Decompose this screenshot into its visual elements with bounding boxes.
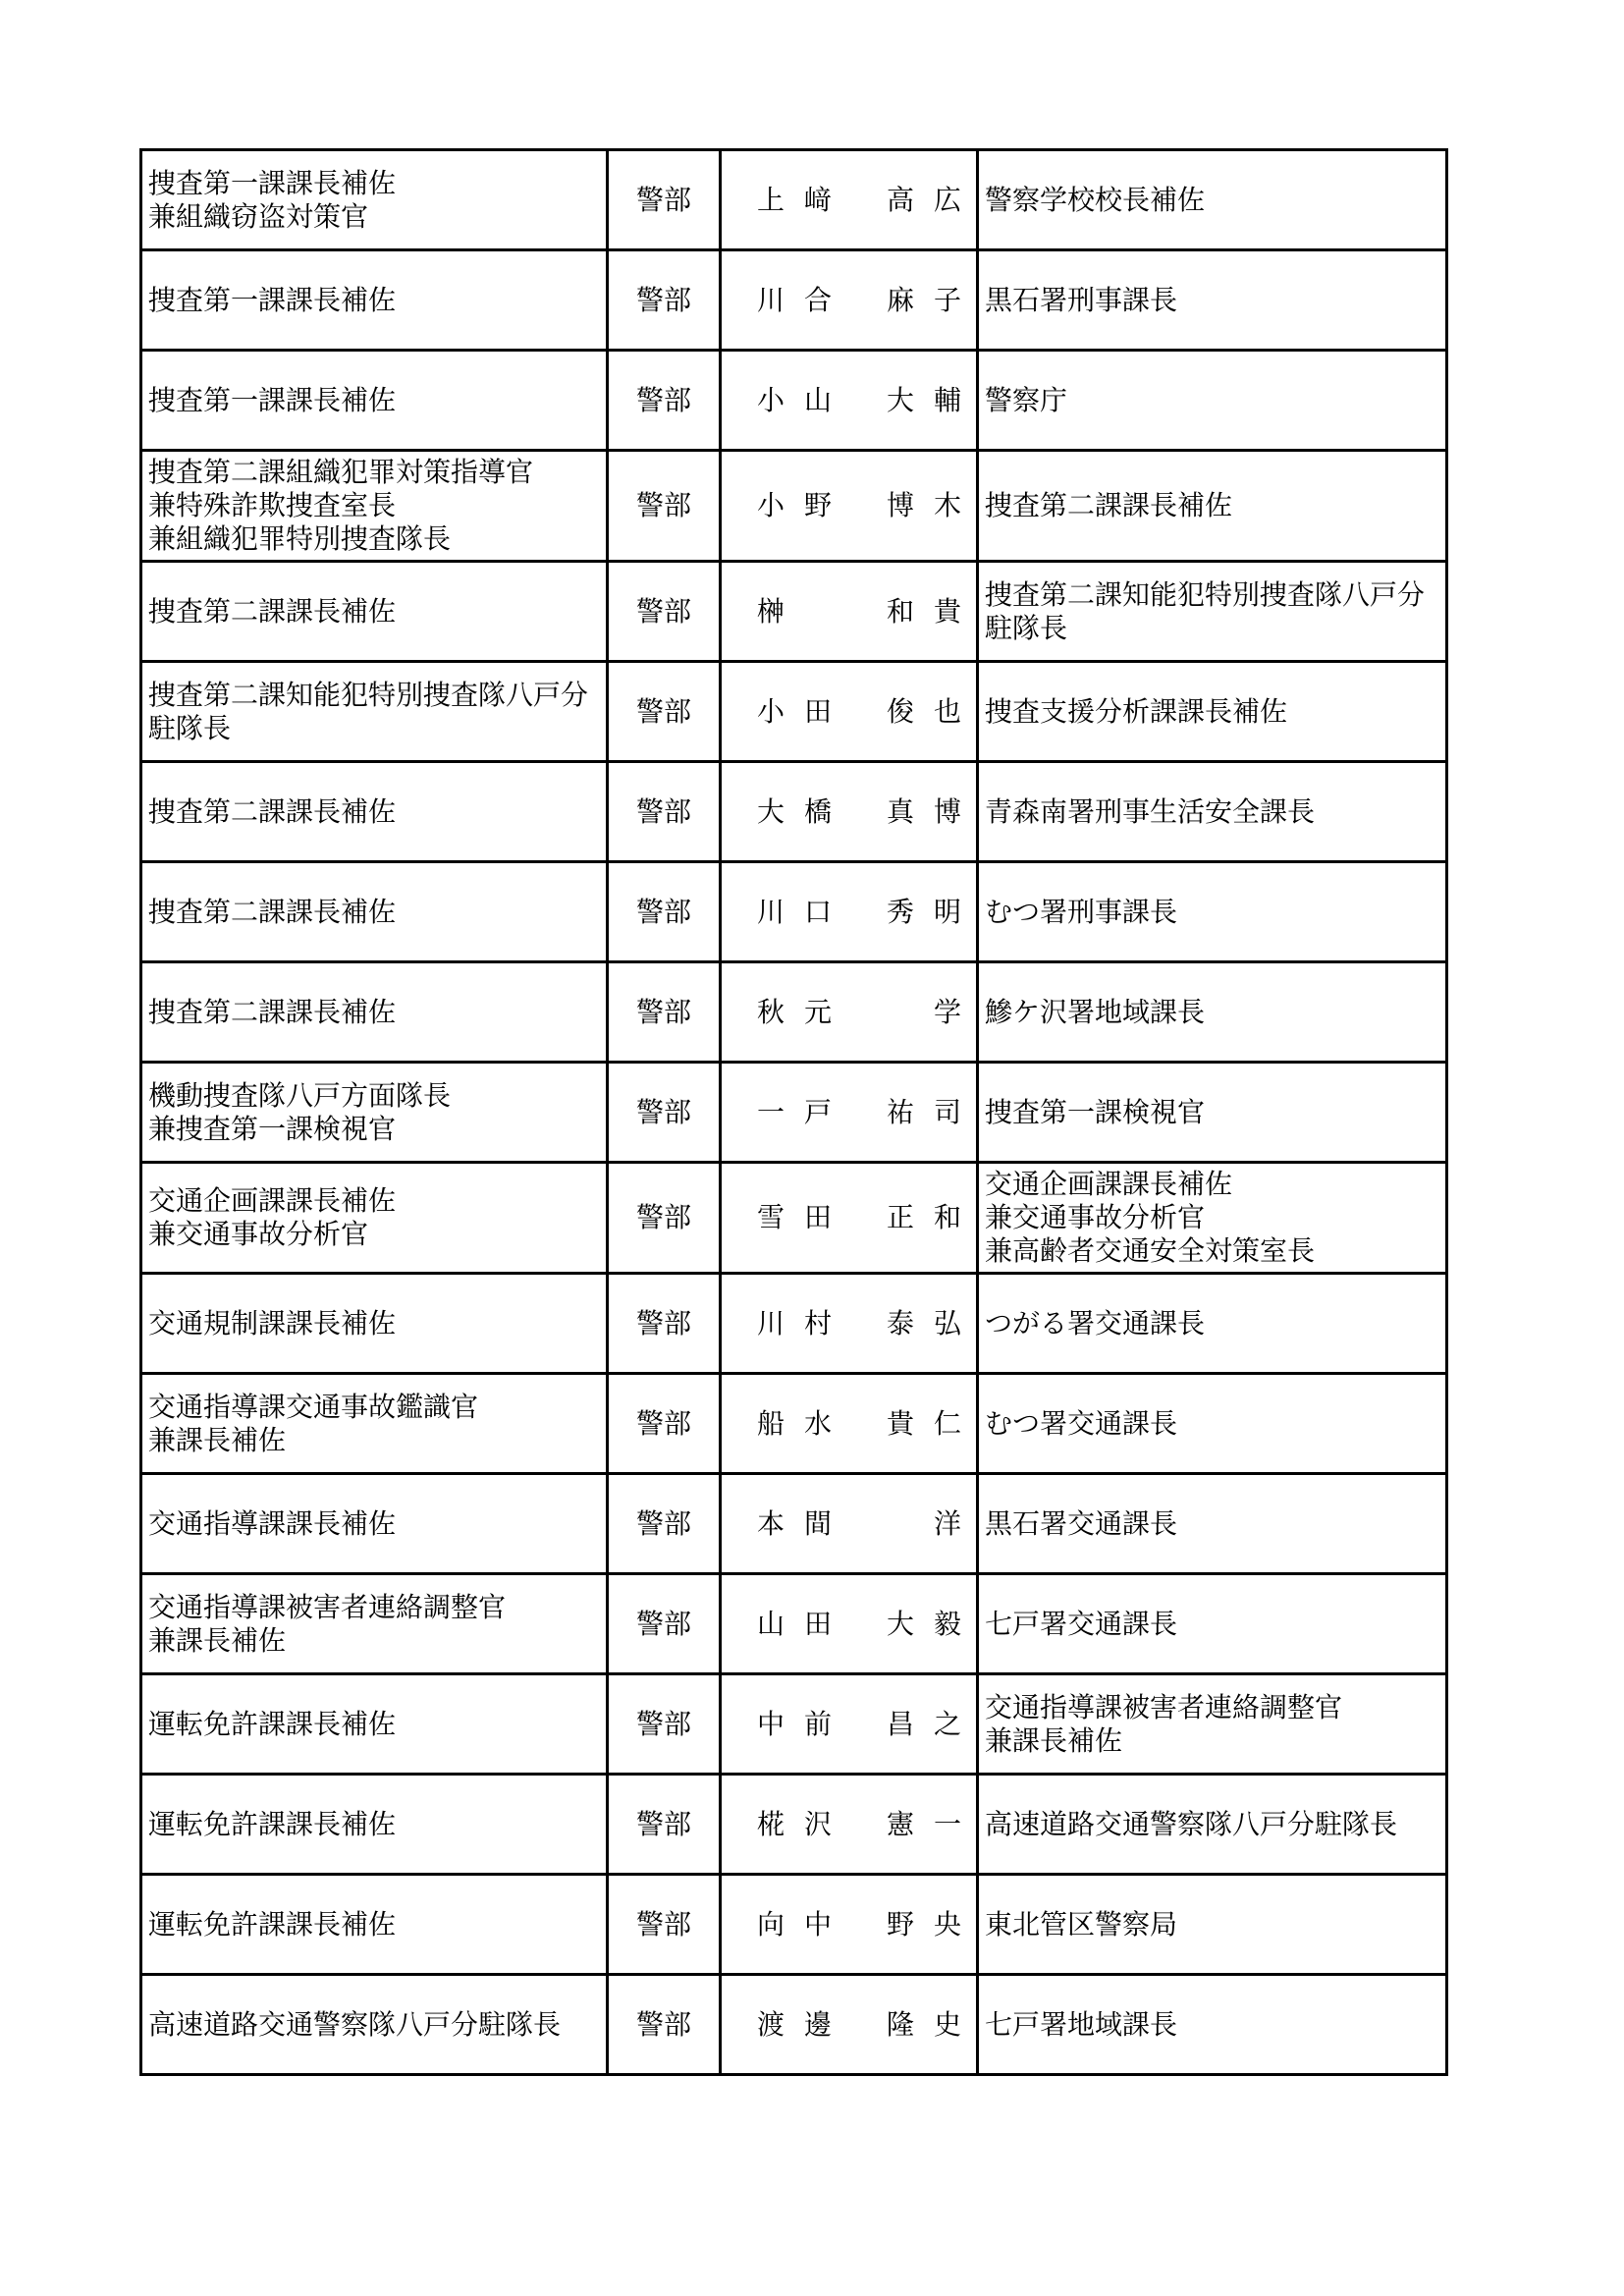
- name-character: 山: [804, 383, 834, 416]
- name-character: 合: [804, 283, 834, 316]
- rank-cell: [608, 1875, 721, 1975]
- new-post-text: 捜査第二課知能犯特別捜査隊八戸分駐隊長: [148, 678, 589, 744]
- name-character: 子: [934, 283, 963, 316]
- previous-post-text: 捜査第一課検視官: [985, 1095, 1206, 1128]
- name-character: 野: [804, 489, 834, 521]
- name-character: 俊: [887, 694, 916, 728]
- new-post-cell: [141, 1674, 608, 1775]
- new-post-cell: [141, 1474, 608, 1574]
- name-character: 秀: [887, 895, 916, 928]
- name-character: 仁: [934, 1406, 963, 1440]
- table-row: [141, 1775, 1447, 1875]
- name-character: 元: [804, 995, 834, 1028]
- name-character: 小: [757, 489, 786, 521]
- new-post-text: 捜査第二課課長補佐: [148, 995, 397, 1028]
- name-cell: [721, 1975, 978, 2075]
- new-post-text: 運転免許課課長補佐: [148, 1907, 397, 1941]
- rank-cell: [608, 662, 721, 762]
- name-character: 明: [934, 895, 963, 928]
- new-post-cell: [141, 1063, 608, 1163]
- previous-post-text: むつ署刑事課長: [985, 895, 1178, 928]
- new-post-text: 兼捜査第一課検視官: [148, 1112, 397, 1145]
- personnel-table: [139, 148, 1448, 2076]
- name-character: 正: [887, 1201, 916, 1233]
- new-post-text: 交通指導課被害者連絡調整官: [148, 1590, 507, 1623]
- new-post-text: 兼特殊詐欺捜査室長: [148, 489, 397, 521]
- rank-cell: [608, 250, 721, 351]
- new-post-text: 捜査第二課課長補佐: [148, 794, 397, 828]
- rank-cell: [608, 1674, 721, 1775]
- name-character: 上: [757, 183, 786, 216]
- rank-text: 警部: [635, 1095, 691, 1128]
- name-character: 博: [887, 489, 916, 521]
- name-character: 水: [804, 1406, 834, 1440]
- name-character: 田: [804, 1201, 834, 1233]
- rank-text: 警部: [635, 1406, 691, 1440]
- name-character: 洋: [934, 1506, 963, 1540]
- name-cell: [721, 1474, 978, 1574]
- new-post-text: 捜査第一課課長補佐: [148, 383, 397, 416]
- table-row: [141, 250, 1447, 351]
- name-character: 中: [757, 1707, 786, 1740]
- name-character: 田: [804, 1607, 834, 1640]
- new-post-cell: [141, 451, 608, 562]
- name-cell: [721, 562, 978, 662]
- new-post-text: 機動捜査隊八戸方面隊長: [148, 1078, 452, 1112]
- rank-text: 警部: [635, 183, 691, 216]
- name-character: 口: [804, 895, 834, 928]
- name-character: 椛: [757, 1807, 786, 1840]
- name-cell: [721, 250, 978, 351]
- previous-post-text: 鰺ケ沢署地域課長: [985, 995, 1206, 1028]
- previous-post-cell: [978, 351, 1447, 451]
- new-post-text: 捜査第二課組織犯罪対策指導官: [148, 456, 534, 488]
- table-row: [141, 1674, 1447, 1775]
- name-character: 広: [934, 183, 963, 216]
- name-character: 一: [934, 1807, 963, 1840]
- rank-text: 警部: [635, 383, 691, 416]
- name-character: 和: [887, 594, 916, 628]
- new-post-cell: [141, 662, 608, 762]
- personnel-table-body: [141, 150, 1447, 2075]
- rank-text: 警部: [635, 1607, 691, 1640]
- table-row: [141, 1574, 1447, 1674]
- previous-post-cell: [978, 1775, 1447, 1875]
- rank-cell: [608, 451, 721, 562]
- rank-cell: [608, 1574, 721, 1674]
- new-post-cell: [141, 562, 608, 662]
- previous-post-text: 交通企画課課長補佐: [985, 1168, 1233, 1200]
- new-post-text: 運転免許課課長補佐: [148, 1707, 397, 1740]
- rank-text: 警部: [635, 1807, 691, 1840]
- new-post-text: 捜査第二課課長補佐: [148, 594, 397, 628]
- name-cell: [721, 1063, 978, 1163]
- previous-post-cell: [978, 762, 1447, 862]
- name-character: 戸: [804, 1095, 834, 1128]
- rank-text: 警部: [635, 1201, 691, 1233]
- previous-post-text: 捜査第二課課長補佐: [985, 489, 1233, 521]
- new-post-text: 兼課長補佐: [148, 1423, 287, 1456]
- new-post-cell: [141, 1374, 608, 1474]
- name-character: 学: [934, 995, 963, 1028]
- new-post-cell: [141, 250, 608, 351]
- name-character: 中: [804, 1907, 834, 1941]
- name-character: 司: [934, 1095, 963, 1128]
- name-character: 之: [934, 1707, 963, 1740]
- name-cell: [721, 862, 978, 962]
- name-cell: [721, 1374, 978, 1474]
- new-post-cell: [141, 962, 608, 1063]
- name-cell: [721, 962, 978, 1063]
- name-character: 史: [934, 2007, 963, 2041]
- name-cell: [721, 762, 978, 862]
- name-character: 田: [804, 694, 834, 728]
- new-post-cell: [141, 1975, 608, 2075]
- new-post-cell: [141, 762, 608, 862]
- table-row: [141, 562, 1447, 662]
- rank-cell: [608, 1775, 721, 1875]
- rank-cell: [608, 1374, 721, 1474]
- previous-post-text: 高速道路交通警察隊八戸分駐隊長: [985, 1807, 1398, 1840]
- previous-post-cell: [978, 862, 1447, 962]
- name-character: 貴: [934, 594, 963, 628]
- name-character: 小: [757, 694, 786, 728]
- name-character: 秋: [757, 995, 786, 1028]
- name-cell: [721, 1775, 978, 1875]
- name-character: 毅: [934, 1607, 963, 1640]
- rank-text: 警部: [635, 794, 691, 828]
- rank-cell: [608, 351, 721, 451]
- table-row: [141, 1274, 1447, 1374]
- new-post-cell: [141, 1875, 608, 1975]
- new-post-cell: [141, 1274, 608, 1374]
- name-character: 和: [934, 1201, 963, 1233]
- rank-cell: [608, 1975, 721, 2075]
- name-character: 憲: [887, 1807, 916, 1840]
- rank-cell: [608, 1274, 721, 1374]
- table-row: [141, 351, 1447, 451]
- rank-text: 警部: [635, 895, 691, 928]
- rank-text: 警部: [635, 1907, 691, 1941]
- name-character: 小: [757, 383, 786, 416]
- table-row: [141, 1975, 1447, 2075]
- table-row: [141, 962, 1447, 1063]
- rank-text: 警部: [635, 1707, 691, 1740]
- previous-post-cell: [978, 451, 1447, 562]
- name-character: 渡: [757, 2007, 786, 2041]
- new-post-text: 交通企画課課長補佐: [148, 1184, 397, 1217]
- name-character: 村: [804, 1306, 834, 1339]
- name-character: 前: [804, 1707, 834, 1740]
- name-character: 橋: [804, 794, 834, 828]
- name-cell: [721, 662, 978, 762]
- previous-post-text: 七戸署地域課長: [985, 2007, 1178, 2041]
- previous-post-cell: [978, 962, 1447, 1063]
- previous-post-cell: [978, 1674, 1447, 1775]
- name-character: 本: [757, 1506, 786, 1540]
- previous-post-text: 警察学校校長補佐: [985, 183, 1206, 216]
- previous-post-cell: [978, 562, 1447, 662]
- new-post-cell: [141, 150, 608, 250]
- new-post-cell: [141, 1574, 608, 1674]
- previous-post-text: 兼交通事故分析官: [985, 1201, 1206, 1233]
- name-character: 博: [934, 794, 963, 828]
- new-post-text: 交通指導課課長補佐: [148, 1506, 397, 1540]
- new-post-text: 捜査第二課課長補佐: [148, 895, 397, 928]
- name-character: 央: [934, 1907, 963, 1941]
- name-character: 沢: [804, 1807, 834, 1840]
- table-row: [141, 862, 1447, 962]
- previous-post-cell: [978, 250, 1447, 351]
- rank-text: 警部: [635, 594, 691, 628]
- table-row: [141, 451, 1447, 562]
- new-post-text: 交通規制課課長補佐: [148, 1306, 397, 1339]
- table-row: [141, 762, 1447, 862]
- previous-post-cell: [978, 1374, 1447, 1474]
- previous-post-cell: [978, 1063, 1447, 1163]
- new-post-text: 兼課長補佐: [148, 1623, 287, 1657]
- previous-post-text: むつ署交通課長: [985, 1406, 1178, 1440]
- rank-cell: [608, 962, 721, 1063]
- rank-cell: [608, 862, 721, 962]
- name-character: 向: [757, 1907, 786, 1941]
- name-cell: [721, 150, 978, 250]
- rank-text: 警部: [635, 489, 691, 521]
- rank-text: 警部: [635, 694, 691, 728]
- rank-text: 警部: [635, 283, 691, 316]
- new-post-text: 兼組織犯罪特別捜査隊長: [148, 522, 452, 555]
- name-character: 弘: [934, 1306, 963, 1339]
- name-character: 高: [887, 183, 916, 216]
- table-row: [141, 1474, 1447, 1574]
- rank-cell: [608, 150, 721, 250]
- table-row: [141, 1163, 1447, 1274]
- name-character: 川: [757, 895, 786, 928]
- previous-post-cell: [978, 1274, 1447, 1374]
- name-character: 邊: [804, 2007, 834, 2041]
- previous-post-text: 捜査第二課知能犯特別捜査隊八戸分駐隊長: [985, 577, 1426, 644]
- previous-post-text: 青森南署刑事生活安全課長: [985, 794, 1316, 828]
- previous-post-cell: [978, 1163, 1447, 1274]
- new-post-cell: [141, 862, 608, 962]
- previous-post-cell: [978, 1875, 1447, 1975]
- rank-text: 警部: [635, 995, 691, 1028]
- new-post-text: 交通指導課交通事故鑑識官: [148, 1390, 479, 1423]
- previous-post-text: 警察庁: [985, 383, 1068, 416]
- previous-post-text: 捜査支援分析課課長補佐: [985, 694, 1288, 728]
- name-cell: [721, 351, 978, 451]
- name-character: 船: [757, 1406, 786, 1440]
- new-post-text: 捜査第一課課長補佐: [148, 283, 397, 316]
- previous-post-cell: [978, 1574, 1447, 1674]
- new-post-cell: [141, 1163, 608, 1274]
- previous-post-cell: [978, 150, 1447, 250]
- name-cell: [721, 1875, 978, 1975]
- table-row: [141, 1875, 1447, 1975]
- name-character: 輔: [934, 383, 963, 416]
- previous-post-text: 七戸署交通課長: [985, 1607, 1178, 1640]
- name-character: 泰: [887, 1306, 916, 1339]
- name-character: 野: [887, 1907, 916, 1941]
- name-character: 真: [887, 794, 916, 828]
- name-character: 大: [887, 383, 916, 416]
- table-row: [141, 1063, 1447, 1163]
- name-character: 間: [804, 1506, 834, 1540]
- name-character: 大: [887, 1607, 916, 1640]
- name-character: 木: [934, 489, 963, 521]
- name-cell: [721, 1574, 978, 1674]
- name-character: 川: [757, 283, 786, 316]
- previous-post-cell: [978, 662, 1447, 762]
- name-character: 也: [934, 694, 963, 728]
- previous-post-text: 東北管区警察局: [985, 1907, 1178, 1941]
- name-character: 大: [757, 794, 786, 828]
- rank-cell: [608, 1163, 721, 1274]
- table-row: [141, 662, 1447, 762]
- rank-text: 警部: [635, 1506, 691, 1540]
- new-post-text: 兼交通事故分析官: [148, 1218, 369, 1250]
- previous-post-text: 黒石署刑事課長: [985, 283, 1178, 316]
- name-cell: [721, 451, 978, 562]
- rank-text: 警部: [635, 2007, 691, 2041]
- name-character: 﨑: [804, 183, 834, 216]
- previous-post-cell: [978, 1975, 1447, 2075]
- previous-post-text: 兼高齢者交通安全対策室長: [985, 1234, 1316, 1267]
- name-character: 祐: [887, 1095, 916, 1128]
- new-post-text: 兼組織窃盗対策官: [148, 199, 369, 233]
- new-post-text: 高速道路交通警察隊八戸分駐隊長: [148, 2007, 562, 2041]
- new-post-cell: [141, 351, 608, 451]
- table-row: [141, 150, 1447, 250]
- name-character: 一: [757, 1095, 786, 1128]
- rank-cell: [608, 562, 721, 662]
- previous-post-text: 交通指導課被害者連絡調整官: [985, 1690, 1343, 1723]
- previous-post-text: つがる署交通課長: [985, 1306, 1206, 1339]
- name-character: 昌: [887, 1707, 916, 1740]
- name-character: 麻: [887, 283, 916, 316]
- rank-cell: [608, 1063, 721, 1163]
- table-row: [141, 1374, 1447, 1474]
- name-character: 川: [757, 1306, 786, 1339]
- name-cell: [721, 1674, 978, 1775]
- rank-text: 警部: [635, 1306, 691, 1339]
- previous-post-text: 兼課長補佐: [985, 1723, 1123, 1757]
- name-cell: [721, 1163, 978, 1274]
- rank-cell: [608, 762, 721, 862]
- name-character: 隆: [887, 2007, 916, 2041]
- rank-cell: [608, 1474, 721, 1574]
- name-character: 榊: [757, 594, 786, 628]
- previous-post-text: 黒石署交通課長: [985, 1506, 1178, 1540]
- previous-post-cell: [978, 1474, 1447, 1574]
- new-post-cell: [141, 1775, 608, 1875]
- name-character: 貴: [887, 1406, 916, 1440]
- name-cell: [721, 1274, 978, 1374]
- new-post-text: 運転免許課課長補佐: [148, 1807, 397, 1840]
- name-character: 山: [757, 1607, 786, 1640]
- name-character: 雪: [757, 1201, 786, 1233]
- new-post-text: 捜査第一課課長補佐: [148, 166, 397, 199]
